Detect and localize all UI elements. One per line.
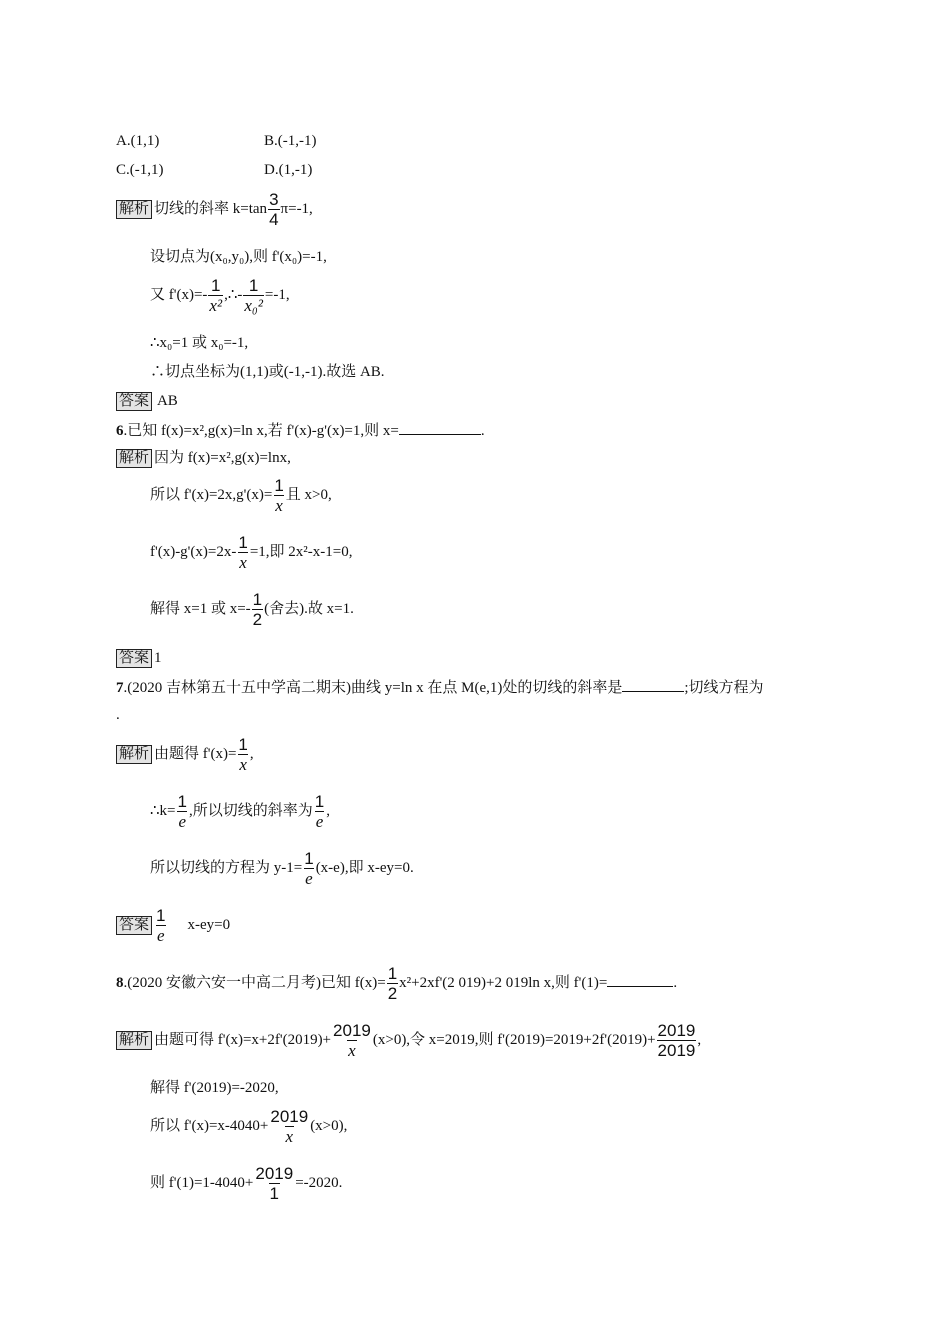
fraction: $\frac{1}{e}$ [314,792,325,831]
fraction: $\frac{1}{x}$ [274,476,284,515]
q8-stem: 8.(2020 安徽六安一中高二月考)已知 f(x)= $\frac{1}{2}$ x²+2xf'(2 019)+2 019ln x,则 f'(1)= . [116,964,678,1003]
question-number: 7 [116,680,124,696]
question-number: 8 [116,974,124,991]
q7-analysis-line3: 所以切线的方程为 y-1= $\frac{1}{e}$ (x-e),即 x-ey=0. [150,849,414,888]
fraction: $\frac{1}{x}$ [238,533,248,572]
option-b: B.(-1,-1) [264,133,317,149]
fraction: $\frac{1}{\text{x²}}$ [209,276,223,315]
answer-blank [399,420,481,435]
analysis-label: 解析 [116,449,152,468]
q5-analysis-line5: ∴切点坐标为(1,1)或(-1,-1).故选 AB. [150,364,385,380]
fraction: $\frac{2019}{2019}$ [657,1021,696,1060]
q6-analysis-line3: f'(x)-g'(x)=2x- $\frac{1}{x}$ =1,即 2x²-x-1=0, [150,533,353,572]
fraction: $\frac{1}{e}$ [156,906,166,945]
q5-analysis-line1: 解析 切线的斜率 k=tan $\frac{3}{4}$ π=-1, [116,190,313,229]
answer-label: 答案 [116,392,152,411]
q8-analysis-line3: 所以 f'(x)=x-4040+ $\frac{2019}{x}$ (x>0), [150,1107,348,1146]
q8-analysis-line1: 解析 由题可得 f'(x)=x+2f'(2019)+ $\frac{2019}{x}$ (x>0),令 x=2019,则 f'(2019)=2019+2f'(2019)+ $\frac{2019}{2019}$ , [116,1021,701,1060]
q6-stem: 6.已知 f(x)=x²,g(x)=ln x,若 f'(x)-g'(x)=1,则 x= . [116,420,485,441]
fraction: $\frac{1}{x}$ [238,735,248,774]
answer-label: 答案 [116,916,152,935]
answer-blank [622,677,684,692]
q8-analysis-line2: 解得 f'(2019)=-2020, [150,1080,279,1096]
fraction: $\frac{1}{2}$ [252,590,263,629]
fraction: $\frac{1}{\text{x₀²}}$ [244,276,263,315]
q5-analysis-line2: 设切点为(x₀,y₀),则 f'(x₀)=-1, [150,249,327,265]
answer-label: 答案 [116,649,152,668]
question-number: 6 [116,423,124,439]
fraction: $\frac{1}{e}$ [304,849,314,888]
option-a: A.(1,1) [116,133,160,149]
analysis-label: 解析 [116,200,152,219]
q6-answer: 答案 1 [116,648,162,668]
q5-analysis-line3: 又 f'(x)=- $\frac{1}{\text{x²}}$ ,∴- $\frac{1}{\text{x₀²}}$ =-1, [150,276,290,315]
q7-analysis-line2: ∴k= $\frac{1}{e}$ ,所以切线的斜率为 $\frac{1}{e}$ , [150,792,330,831]
q6-analysis-line2: 所以 f'(x)=2x,g'(x)= $\frac{1}{x}$ 且 x>0, [150,476,332,515]
fraction: $\frac{1}{e}$ [177,792,187,831]
option-d: D.(1,-1) [264,162,313,178]
q5-answer: 答案 AB [116,391,178,411]
q6-analysis-line1: 解析 因为 f(x)=x²,g(x)=lnx, [116,448,291,468]
q7-stem: 7.(2020 吉林第五十五中学高二期末)曲线 y=ln x 在点 M(e,1)处的切线的斜率是 ;切线方程为 [116,677,764,698]
q7-answer: 答案 $\frac{1}{e}$ x-ey=0 [116,906,230,945]
fraction: $\frac{2019}{x}$ [270,1107,309,1146]
q6-analysis-line4: 解得 x=1 或 x=- $\frac{1}{2}$ (舍去).故 x=1. [150,590,354,629]
analysis-label: 解析 [116,745,152,764]
analysis-label: 解析 [116,1031,152,1050]
answer-blank [607,972,673,987]
fraction: $\frac{2019}{x}$ [333,1021,371,1060]
q8-analysis-line4: 则 f'(1)=1-4040+ $\frac{2019}{1}$ =-2020. [150,1164,343,1203]
option-c: C.(-1,1) [116,162,164,178]
q7-analysis-line1: 解析 由题得 f'(x)= $\frac{1}{x}$ , [116,735,254,774]
fraction: $\frac{2019}{1}$ [255,1164,294,1203]
q7-stem-end: . [116,707,120,723]
q5-analysis-line4: ∴x₀=1 或 x₀=-1, [150,335,249,351]
fraction: $\frac{3}{4}$ [269,190,279,229]
fraction: $\frac{1}{2}$ [387,964,398,1003]
